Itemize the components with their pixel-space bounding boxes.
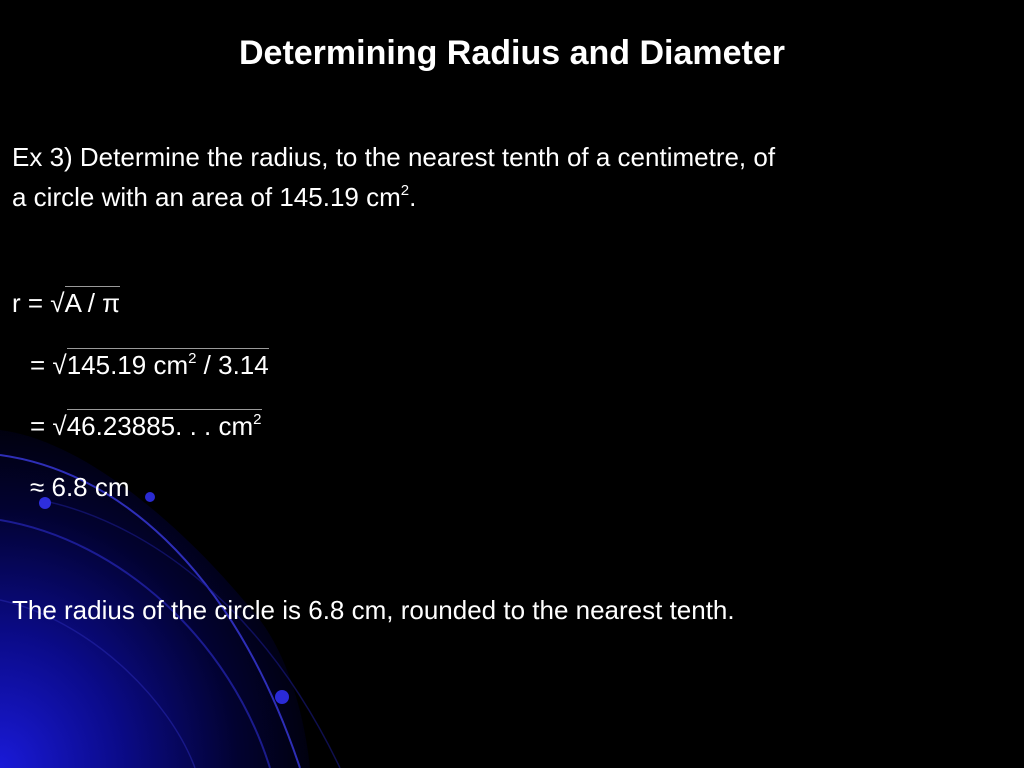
- step-2-prefix: =: [30, 350, 53, 380]
- sqrt-symbol: √: [50, 288, 65, 318]
- problem-statement-line-2: [12, 184, 416, 210]
- step-2-exponent: 2: [188, 350, 197, 367]
- step-2-radicand-a: 145.19 cm: [66, 350, 189, 380]
- step-3-prefix: =: [30, 411, 53, 441]
- step-1-radicand: A / π: [64, 288, 121, 318]
- step-2-radicand-b: / 3.14: [196, 350, 269, 380]
- step-4-prefix: ≈: [30, 472, 52, 502]
- step-2-radicand: [67, 348, 269, 378]
- problem-text: a circle with an area of 145.19 cm: [12, 182, 401, 212]
- step-3-exponent: 2: [253, 411, 262, 428]
- step-3-radicand: [67, 409, 262, 439]
- problem-statement-line-1: Ex 3) Determine the radius, to the nearest tenth of a centimetre, of: [12, 142, 776, 172]
- solution-step-1: [12, 290, 120, 316]
- problem-exponent: 2: [400, 182, 410, 199]
- step-1-prefix: r =: [12, 288, 51, 318]
- sqrt-symbol: √: [52, 350, 67, 380]
- problem-period: .: [409, 182, 417, 212]
- swoosh-dot-3: [275, 690, 289, 704]
- solution-step-3: [30, 413, 262, 439]
- sqrt-symbol: √: [52, 411, 67, 441]
- solution-step-2: [30, 352, 269, 378]
- step-3-radicand-a: 46.23885. . . cm: [66, 411, 254, 441]
- solution-step-4: [30, 474, 130, 500]
- conclusion-text: The radius of the circle is 6.8 cm, rounded to the nearest tenth.: [12, 595, 735, 625]
- step-4-result: 6.8 cm: [51, 472, 130, 502]
- swoosh-dot-2: [145, 492, 155, 502]
- slide-title: Determining Radius and Diameter: [238, 34, 785, 72]
